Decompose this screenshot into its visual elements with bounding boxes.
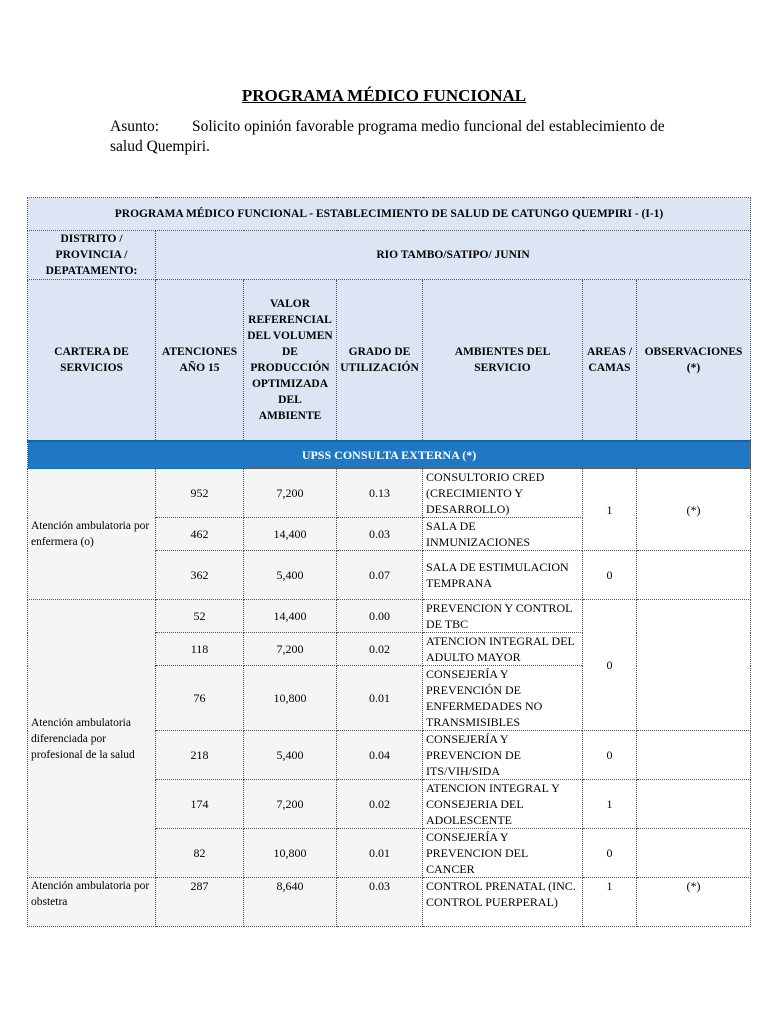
cell-valor: 7,200	[244, 633, 337, 666]
cell-ambiente: CONSEJERÍA Y PREVENCIÓN DE ENFERMEDADES NO TRANSMISIBLES	[423, 666, 583, 731]
location-label: DISTRITO / PROVINCIA / DEPATAMENTO:	[28, 231, 156, 280]
asunto-label: Asunto:	[110, 118, 160, 135]
cell-atenciones: 362	[156, 551, 244, 600]
cell-ambiente: SALA DE INMUNIZACIONES	[423, 518, 583, 551]
cell-areas: 1	[583, 780, 637, 829]
cell-observaciones	[637, 551, 751, 600]
asunto-paragraph	[110, 117, 670, 157]
cell-grado: 0.02	[337, 633, 423, 666]
cell-ambiente: ATENCION INTEGRAL DEL ADULTO MAYOR	[423, 633, 583, 666]
asunto-text: Solicito opinión favorable programa medio funcional del establecimiento de salud Quempiri.	[110, 118, 665, 155]
document-title: PROGRAMA MÉDICO FUNCIONAL	[241, 86, 527, 105]
table-row	[28, 600, 751, 633]
cell-observaciones	[637, 731, 751, 780]
cell-atenciones: 82	[156, 829, 244, 878]
cell-areas: 0	[583, 731, 637, 780]
cell-grado: 0.03	[337, 518, 423, 551]
cell-grado: 0.13	[337, 469, 423, 518]
cell-atenciones: 952	[156, 469, 244, 518]
cell-valor: 7,200	[244, 780, 337, 829]
cell-ambiente: PREVENCION Y CONTROL DE TBC	[423, 600, 583, 633]
cell-areas: 1	[583, 469, 637, 551]
cell-valor: 8,640	[244, 878, 337, 927]
cell-valor: 14,400	[244, 518, 337, 551]
cell-grado: 0.03	[337, 878, 423, 927]
header-observaciones: OBSERVACIONES (*)	[637, 280, 751, 442]
header-ambientes: AMBIENTES DEL SERVICIO	[423, 280, 583, 442]
cell-observaciones	[637, 780, 751, 829]
cell-valor: 10,800	[244, 666, 337, 731]
cell-ambiente: CONSEJERÍA Y PREVENCION DE ITS/VIH/SIDA	[423, 731, 583, 780]
programa-table	[27, 197, 751, 927]
cell-valor: 5,400	[244, 551, 337, 600]
table-main-header: PROGRAMA MÉDICO FUNCIONAL - ESTABLECIMIENTO DE SALUD DE CATUNGO QUEMPIRI - (I-1)	[28, 198, 751, 231]
cell-ambiente: SALA DE ESTIMULACION TEMPRANA	[423, 551, 583, 600]
cell-ambiente: CONSEJERÍA Y PREVENCION DEL CANCER	[423, 829, 583, 878]
cell-grado: 0.00	[337, 600, 423, 633]
table-row	[28, 878, 751, 927]
cartera-enfermera: Atención ambulatoria por enfermera (o)	[28, 469, 156, 600]
cell-atenciones: 287	[156, 878, 244, 927]
cell-atenciones: 218	[156, 731, 244, 780]
cell-observaciones	[637, 600, 751, 731]
cell-grado: 0.07	[337, 551, 423, 600]
cell-atenciones: 462	[156, 518, 244, 551]
cell-atenciones: 174	[156, 780, 244, 829]
table-row	[28, 469, 751, 518]
cartera-obstetra: Atención ambulatoria por obstetra	[28, 878, 156, 927]
header-grado: GRADO DE UTILIZACIÓN	[337, 280, 423, 442]
cell-ambiente: CONSULTORIO CRED (CRECIMIENTO Y DESARROLLO)	[423, 469, 583, 518]
location-value: RIO TAMBO/SATIPO/ JUNIN	[156, 231, 751, 280]
cell-observaciones	[637, 829, 751, 878]
cell-areas: 0	[583, 829, 637, 878]
cell-atenciones: 76	[156, 666, 244, 731]
cell-valor: 10,800	[244, 829, 337, 878]
header-valor: VALOR REFERENCIAL DEL VOLUMEN DE PRODUCCIÓN OPTIMIZADA DEL AMBIENTE	[244, 280, 337, 442]
cell-areas: 0	[583, 600, 637, 731]
cell-grado: 0.02	[337, 780, 423, 829]
cell-valor: 5,400	[244, 731, 337, 780]
header-areas: AREAS / CAMAS	[583, 280, 637, 442]
cell-ambiente: CONTROL PRENATAL (INC. CONTROL PUERPERAL)	[423, 878, 583, 927]
cell-areas: 1	[583, 878, 637, 927]
cell-grado: 0.04	[337, 731, 423, 780]
cell-valor: 14,400	[244, 600, 337, 633]
cell-areas: 0	[583, 551, 637, 600]
cell-grado: 0.01	[337, 829, 423, 878]
cell-atenciones: 118	[156, 633, 244, 666]
cell-atenciones: 52	[156, 600, 244, 633]
header-atenciones: ATENCIONES AÑO 15	[156, 280, 244, 442]
cell-observaciones: (*)	[637, 878, 751, 927]
section-upss-consulta-externa: UPSS CONSULTA EXTERNA (*)	[28, 441, 751, 469]
header-cartera: CARTERA DE SERVICIOS	[28, 280, 156, 442]
cell-grado: 0.01	[337, 666, 423, 731]
cell-observaciones: (*)	[637, 469, 751, 551]
cartera-diferenciada: Atención ambulatoria diferenciada por profesional de la salud	[28, 600, 156, 878]
cell-ambiente: ATENCION INTEGRAL Y CONSEJERIA DEL ADOLESCENTE	[423, 780, 583, 829]
cell-valor: 7,200	[244, 469, 337, 518]
